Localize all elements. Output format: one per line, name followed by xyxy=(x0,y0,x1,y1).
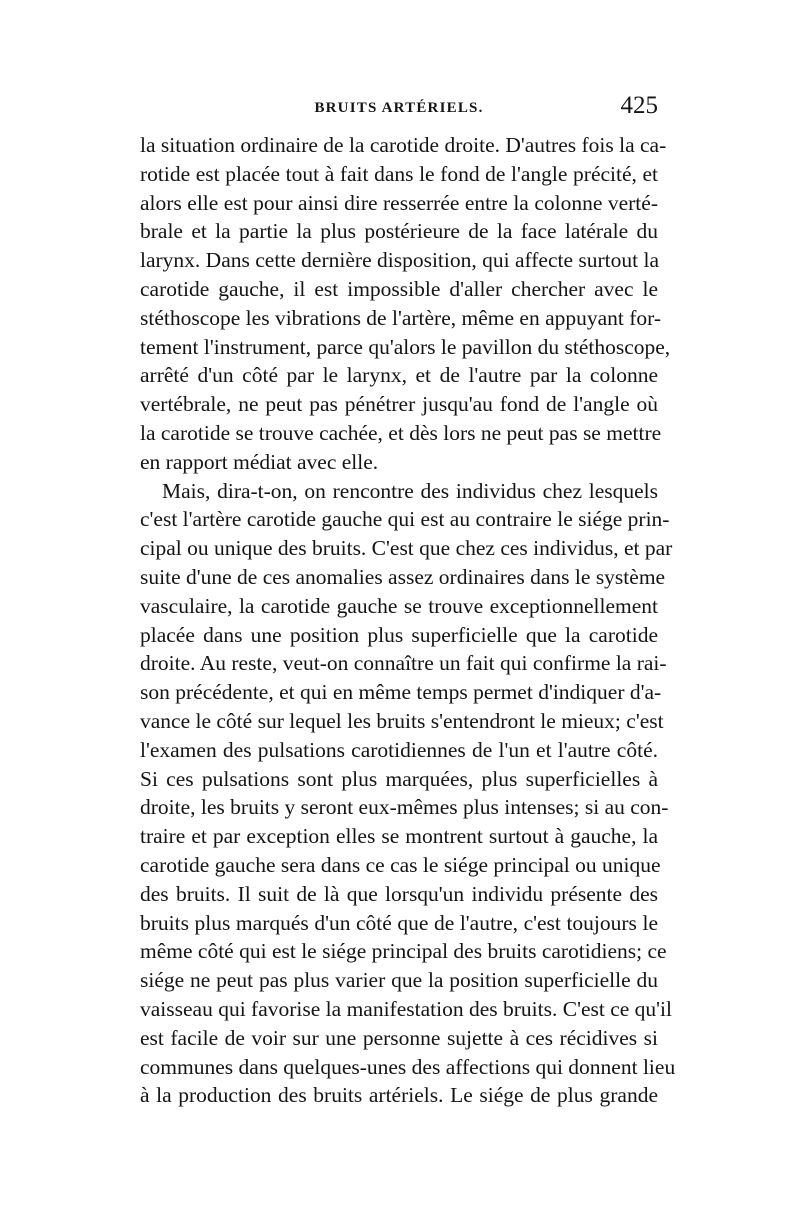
text-line: traire et par exception elles se montrent surtout à gauche, la xyxy=(140,824,658,849)
text-line: placée dans une position plus superficielle que la carotide xyxy=(140,622,658,647)
text-line: droite. Au reste, veut-on connaître un fait qui confirme la rai- xyxy=(140,651,667,676)
text-line: l'examen des pulsations carotidiennes de l'un et l'autre côté. xyxy=(140,737,658,762)
text-line: larynx. Dans cette dernière disposition, qui affecte surtout la xyxy=(140,248,660,273)
text-line: Mais, dira-t-on, on rencontre des individus chez lesquels xyxy=(162,478,658,503)
running-header xyxy=(140,92,658,126)
text-line: son précédente, et qui en même temps permet d'indiquer d'a- xyxy=(140,680,662,705)
text-line: des bruits. Il suit de là que lorsqu'un individu présente des xyxy=(140,881,658,906)
running-title: BRUITS ARTÉRIELS. xyxy=(314,100,484,116)
text-line: même côté qui est le siége principal des bruits carotidiens; ce xyxy=(140,939,667,964)
text-line: vaisseau qui favorise la manifestation des bruits. C'est ce qu'il xyxy=(140,996,672,1021)
text-line: la situation ordinaire de la carotide droite. D'autres fois la ca- xyxy=(140,133,667,157)
body-text xyxy=(140,131,676,1110)
text-line: tement l'instrument, parce qu'alors le pavillon du stéthoscope, xyxy=(140,334,671,359)
text-line: vance le côté sur lequel les bruits s'entendront le mieux; c'est xyxy=(140,708,664,733)
text-line: suite d'une de ces anomalies assez ordinaires dans le système xyxy=(140,564,666,589)
text-line: droite, les bruits y seront eux-mêmes plus intenses; si au con- xyxy=(140,795,669,820)
text-line: à la production des bruits artériels. Le siége de plus grande xyxy=(140,1083,658,1108)
text-line: vertébrale, ne peut pas pénétrer jusqu'au fond de l'angle où xyxy=(140,392,658,417)
text-line: c'est l'artère carotide gauche qui est au contraire le siége prin- xyxy=(140,507,670,532)
text-line: communes dans quelques-unes des affections qui donnent lieu xyxy=(140,1054,676,1079)
text-line: bruits plus marqués d'un côté que de l'autre, c'est toujours le xyxy=(140,910,658,935)
text-line: rotide est placée tout à fait dans le fond de l'angle précité, et xyxy=(140,161,658,186)
text-line: cipal ou unique des bruits. C'est que chez ces individus, et par xyxy=(140,536,673,561)
text-line: siége ne peut pas plus varier que la position superficielle du xyxy=(140,968,658,993)
text-line: en rapport médiat avec elle. xyxy=(140,449,379,474)
text-line: arrêté d'un côté par le larynx, et de l'autre par la colonne xyxy=(140,363,658,388)
paragraph xyxy=(140,131,671,477)
text-line: carotide gauche, il est impossible d'aller chercher avec le xyxy=(140,276,658,301)
text-line: brale et la partie la plus postérieure de la face latérale du xyxy=(140,219,658,244)
paragraph xyxy=(140,477,676,1111)
text-line: carotide gauche sera dans ce cas le siége principal ou unique xyxy=(140,852,661,877)
text-line: Si ces pulsations sont plus marquées, plus superficielles à xyxy=(140,766,658,791)
page-number: 425 xyxy=(620,92,658,119)
text-line: stéthoscope les vibrations de l'artère, même en appuyant for- xyxy=(140,305,662,330)
text-line: alors elle est pour ainsi dire resserrée entre la colonne verté- xyxy=(140,190,658,215)
text-line: vasculaire, la carotide gauche se trouve exceptionnellement xyxy=(140,593,658,618)
text-line: est facile de voir sur une personne sujette à ces récidives si xyxy=(140,1025,658,1050)
text-line: la carotide se trouve cachée, et dès lors ne peut pas se mettre xyxy=(140,420,662,445)
